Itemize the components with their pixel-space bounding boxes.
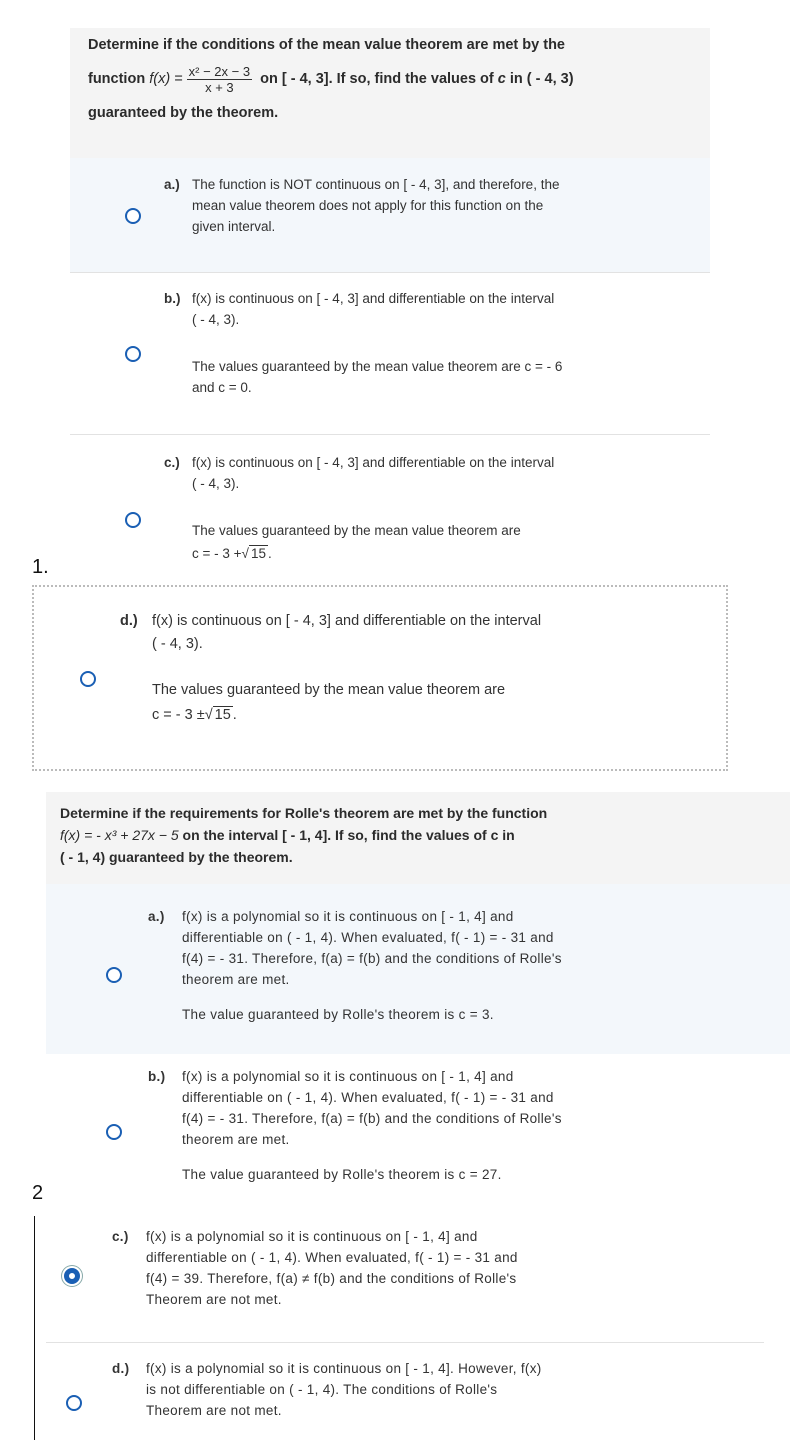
q1-d-line4: c = - 3 ±√ 15 . (152, 707, 237, 723)
q2-a-line1: f(x) is a polynomial so it is continuous on [ - 1, 4] and (182, 909, 514, 924)
q1-prompt-fn-prefix: function (88, 71, 150, 87)
q1-c-line2: ( - 4, 3). (192, 476, 240, 491)
left-marker-line (34, 1216, 35, 1440)
q1-fraction (187, 64, 252, 95)
q1-a-line3: given interval. (192, 219, 276, 234)
q1-a-line2: mean value theorem does not apply for this function on the (192, 198, 544, 213)
q1-prompt-c: c (497, 71, 506, 87)
q1-option-c-radio[interactable] (125, 512, 141, 528)
q2-b-line3: f(4) = - 31. Therefore, f(a) = f(b) and the conditions of Rolle's (182, 1111, 562, 1126)
q2-prompt-line2 (60, 824, 790, 846)
q1-d-line2: ( - 4, 3). (152, 636, 203, 652)
q2-option-a-radio[interactable] (106, 967, 122, 983)
q2-option-b-label: b.) (148, 1069, 166, 1084)
q2-prompt-fn: f(x) = - x³ + 27x − 5 (60, 827, 179, 843)
q1-c-sqrt: 15 (250, 546, 266, 561)
q1-c-line4: c = - 3 +√ 15 . (192, 546, 272, 561)
q2-b-extra: The value guaranteed by Rolle's theorem is c = 27. (182, 1167, 502, 1182)
q2-option-a-label: a.) (148, 909, 165, 924)
q2-option-d-label: d.) (112, 1361, 130, 1376)
q2-a-line2: differentiable on ( - 1, 4). When evaluated, f( - 1) = - 31 and (182, 930, 554, 945)
q1-prompt-in: in ( - 4, 3) (509, 71, 574, 87)
q2-c-line1: f(x) is a polynomial so it is continuous on [ - 1, 4] and (146, 1229, 478, 1244)
q1-option-d-label: d.) (120, 613, 138, 629)
q1-option-b-label: b.) (164, 291, 181, 306)
q1-a-line1: The function is NOT continuous on [ - 4, 3], and therefore, the (192, 177, 560, 192)
q2-b-line4: theorem are met. (182, 1132, 290, 1147)
divider (70, 434, 710, 435)
q1-prompt-fn: f(x) = (149, 71, 183, 87)
q1-prompt-line2 (88, 62, 574, 96)
q2-c-line3: f(4) = 39. Therefore, f(a) ≠ f(b) and the conditions of Rolle's (146, 1271, 517, 1286)
q2-a-extra: The value guaranteed by Rolle's theorem is c = 3. (182, 1007, 494, 1022)
q1-b-line4: and c = 0. (192, 380, 252, 395)
q2-option-c-radio[interactable] (64, 1268, 80, 1284)
q1-prompt (70, 28, 710, 158)
q1-d-sqrt: 15 (214, 707, 231, 723)
q1-prompt-after-frac: on [ - 4, 3]. If so, find the values of (260, 71, 494, 87)
q2-option-d-radio[interactable] (66, 1395, 82, 1411)
q2-prompt-line3: ( - 1, 4) guaranteed by the theorem. (60, 849, 293, 865)
q1-d-line4-prefix: c = - 3 ± (152, 707, 205, 723)
q1-option-c-label: c.) (164, 455, 180, 470)
q1-c-line1: f(x) is continuous on [ - 4, 3] and differentiable on the interval (192, 455, 555, 470)
q1-c-line3: The values guaranteed by the mean value theorem are (192, 523, 521, 538)
q1-option-a-label: a.) (164, 177, 180, 192)
q1-fraction-denominator: x + 3 (205, 79, 234, 95)
q1-d-line1: f(x) is continuous on [ - 4, 3] and differentiable on the interval (152, 613, 542, 629)
q1-fraction-numerator: x² − 2x − 3 (188, 63, 251, 79)
divider (70, 272, 710, 273)
q2-option-b-radio[interactable] (106, 1124, 122, 1140)
q2-c-line4: Theorem are not met. (146, 1292, 282, 1307)
q1-d-line4-suffix: . (232, 707, 237, 723)
q2-d-line2: is not differentiable on ( - 1, 4). The conditions of Rolle's (146, 1382, 498, 1397)
q2-option-c-label: c.) (112, 1229, 129, 1244)
q1-prompt-line1: Determine if the conditions of the mean value theorem are met by the (88, 37, 565, 53)
q1-option-b-radio[interactable] (125, 346, 141, 362)
q2-prompt-rest: on the interval [ - 1, 4]. If so, find the values of c in (178, 827, 515, 843)
q1-b-line3: The values guaranteed by the mean value theorem are c = - 6 (192, 359, 563, 374)
q1-d-line3: The values guaranteed by the mean value theorem are (152, 682, 506, 698)
q2-c-line2: differentiable on ( - 1, 4). When evaluated, f( - 1) = - 31 and (146, 1250, 518, 1265)
divider (46, 1342, 764, 1343)
q2-prompt-line1: Determine if the requirements for Rolle's theorem are met by the function (60, 805, 548, 821)
q1-c-line4-prefix: c = - 3 + (192, 546, 242, 561)
q2-a-line3: f(4) = - 31. Therefore, f(a) = f(b) and the conditions of Rolle's (182, 951, 562, 966)
q1-prompt-line3: guaranteed by the theorem. (88, 105, 279, 121)
q2-d-line3: Theorem are not met. (146, 1403, 282, 1418)
question-number-1: 1. (32, 556, 49, 578)
q2-b-line1: f(x) is a polynomial so it is continuous on [ - 1, 4] and (182, 1069, 514, 1084)
q1-c-line4-suffix: . (267, 546, 272, 561)
q2-b-line2: differentiable on ( - 1, 4). When evaluated, f( - 1) = - 31 and (182, 1090, 554, 1105)
q2-d-line1: f(x) is a polynomial so it is continuous on [ - 1, 4]. However, f(x) (146, 1361, 542, 1376)
q2-prompt-text (60, 802, 790, 868)
q1-b-line1: f(x) is continuous on [ - 4, 3] and differentiable on the interval (192, 291, 555, 306)
q1-b-line2: ( - 4, 3). (192, 312, 240, 327)
q1-option-d-radio[interactable] (80, 671, 96, 687)
q1-option-a-radio[interactable] (125, 208, 141, 224)
q2-a-line4: theorem are met. (182, 972, 290, 987)
question-number-2: 2 (32, 1182, 44, 1204)
